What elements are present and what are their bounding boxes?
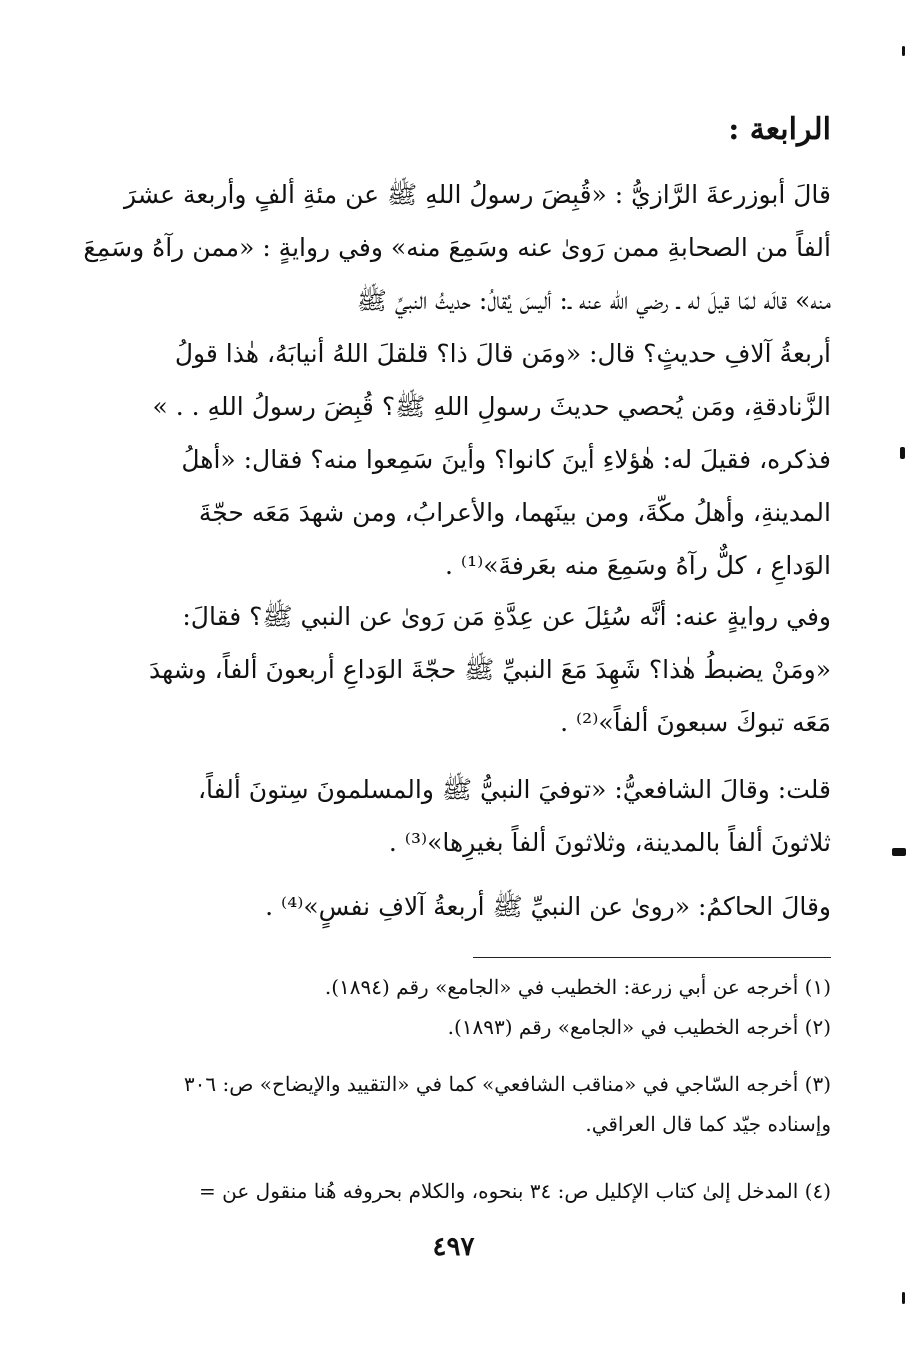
text-line: قالَ أبوزرعةَ الرَّازيُّ : «قُبِضَ رسولُ اللهِ ﷺ عن مئةِ ألفٍ وأربعة عشرَ [124, 180, 831, 209]
paragraph-another-narration [125, 590, 831, 749]
text-line: الوَداعِ ، كلٌّ رآهُ وسَمِعَ منه بعَرفةَ»⁽¹⁾ . [445, 551, 831, 580]
footnote-3 [125, 1064, 831, 1144]
paragraph-hakim [125, 880, 831, 933]
footnote-2 [125, 1007, 831, 1047]
text-line: الزَّنادقةِ، ومَن يُحصي حديثَ رسولِ اللهِ ﷺ؟ قُبِضَ رسولُ اللهِ . . » [152, 392, 831, 421]
text-line: ثلاثونَ ألفاً بالمدينة، وثلاثونَ ألفاً بغيرِها»⁽³⁾ . [388, 828, 831, 857]
scan-edge-mark [902, 46, 905, 56]
scan-edge-mark [892, 848, 906, 856]
scan-edge-mark [902, 1292, 905, 1304]
paragraph-abu-zurah [83, 168, 831, 592]
text-line: المدينةِ، وأهلُ مكّةَ، ومن بينَهما، والأعرابُ، ومن شهدَ مَعَه حجّةَ [198, 498, 831, 527]
text-line: مَعَه تبوكَ سبعونَ ألفاً»⁽²⁾ . [560, 708, 831, 737]
text-line: ألفاً من الصحابةِ ممن رَوىٰ عنه وسَمِعَ منه» وفي روايةٍ : «ممن رآهُ وسَمِعَ [83, 233, 831, 262]
text-line: أربعةُ آلافِ حديثٍ؟ قال: «ومَن قالَ ذا؟ قلقلَ اللهُ أنيابَهُ، هٰذا قولُ [174, 339, 831, 368]
footnote-line: (١) أخرجه عن أبي زرعة: الخطيب في «الجامع» رقم (١٨٩٤). [324, 975, 831, 999]
footnote-line: (٢) أخرجه الخطيب في «الجامع» رقم (١٨٩٣). [447, 1015, 831, 1039]
text-line: «ومَنْ يضبطُ هٰذا؟ شَهِدَ مَعَ النبيِّ ﷺ حجّةَ الوَداعِ أربعونَ ألفاً، وشهدَ [149, 655, 831, 684]
page-number: ٤٩٧ [432, 1232, 475, 1262]
footnote-line: (٣) أخرجه السّاجي في «مناقب الشافعي» كما في «التقييد والإيضاح» ص: ٣٠٦ [183, 1072, 831, 1096]
section-heading: الرابعة : [728, 112, 831, 147]
scan-edge-mark [900, 447, 905, 459]
text-line: قلت: وقالَ الشافعيُّ: «توفيَ النبيُّ ﷺ والمسلمونَ سِتونَ ألفاً، [197, 775, 831, 804]
footnote-divider [473, 957, 831, 958]
footnote-1 [125, 967, 831, 1007]
text-line: منه» قالَه لمّا قيلَ له ـ رضي الله عنه ـ: أليسَ يُقالُ: حديثُ النبيِّ ﷺ [356, 286, 831, 315]
text-line: وقالَ الحاكمُ: «روىٰ عن النبيِّ ﷺ أربعةُ آلافِ نفسٍ»⁽⁴⁾ . [265, 892, 831, 921]
text-line: فذكره، فقيلَ له: هٰؤلاءِ أينَ كانوا؟ وأينَ سَمِعوا منه؟ فقال: «أهلُ [181, 445, 831, 474]
text-line: وفي روايةٍ عنه: أنَّه سُئِلَ عن عِدَّةِ مَن رَوىٰ عن النبي ﷺ؟ فقالَ: [182, 602, 831, 631]
footnote-4 [125, 1171, 831, 1211]
paragraph-shafii [125, 763, 831, 869]
footnote-line: وإسناده جيّد كما قال العراقي. [585, 1112, 831, 1136]
footnote-line: (٤) المدخل إلىٰ كتاب الإكليل ص: ٣٤ بنحوه، والكلام بحروفه هُنا منقول عن = [199, 1179, 831, 1203]
